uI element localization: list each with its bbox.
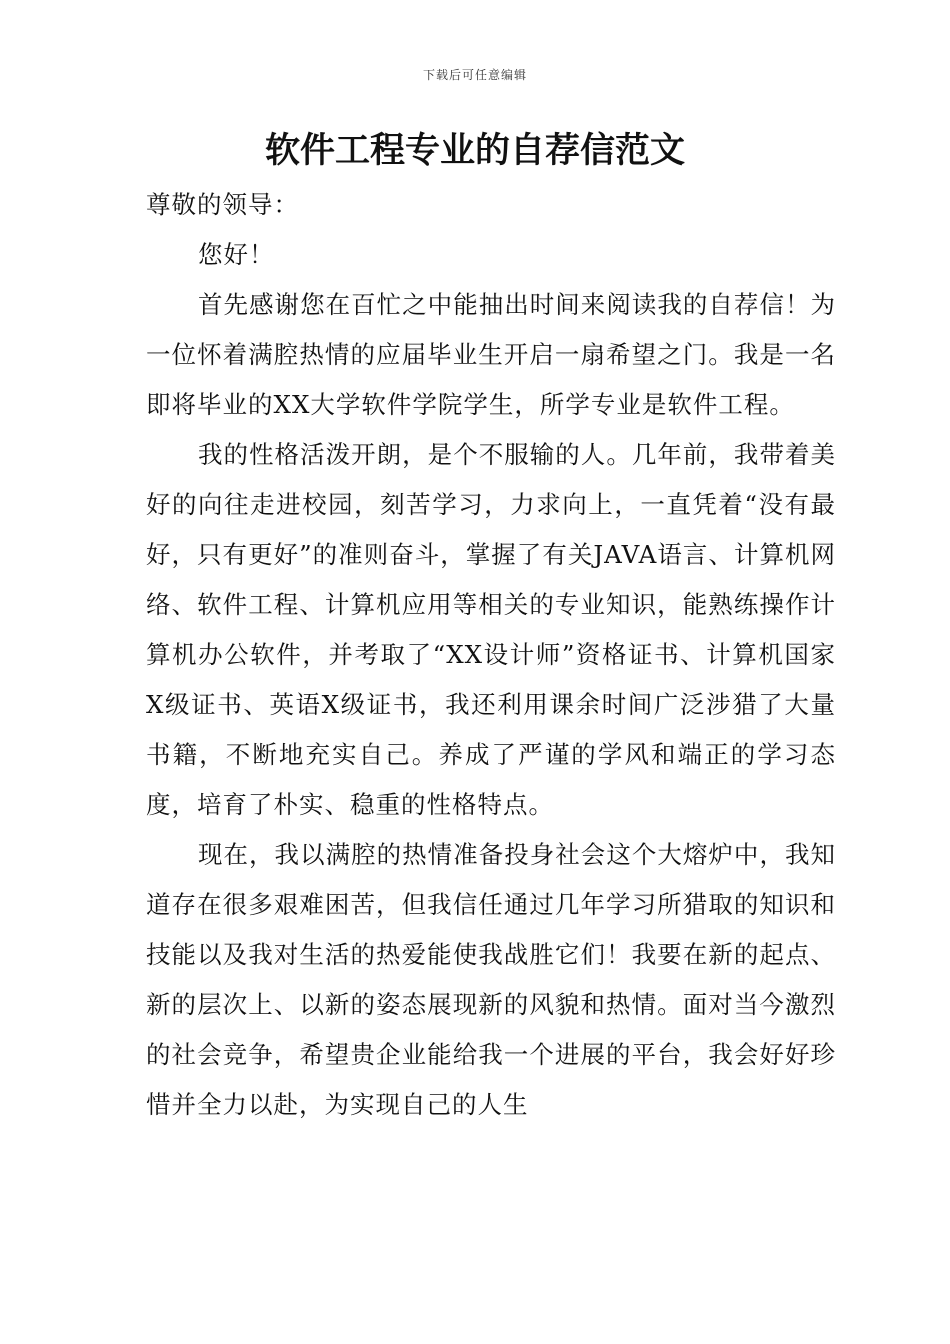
paragraph-aspiration: 现在，我以满腔的热情准备投身社会这个大熔炉中，我知道存在很多艰难困苦，但我信任通过几年学习所猎取的知识和技能以及我对生活的热爱能使我战胜它们！我要在新的起点、新的层次上、以新的姿态展现新的风貌和热情。面对当今激烈的社会竞争，希望贵企业能给我一个进展的平台，我会好好珍惜并全力以赴，为实现自己的人生 (146, 840, 836, 1119)
paragraph-intro: 首先感谢您在百忙之中能抽出时间来阅读我的自荐信！为一位怀着满腔热情的应届毕业生开启一扇希望之门。我是一名即将毕业的XX大学软件学院学生，所学专业是软件工程。 (146, 290, 836, 419)
document-title: 软件工程专业的自荐信范文 (264, 131, 685, 171)
salutation: 尊敬的领导： (146, 190, 299, 219)
letter-body (146, 180, 836, 1130)
greeting: 您好！ (198, 240, 275, 269)
header-note: 下载后可任意编辑 (422, 68, 527, 82)
paragraph-personality: 我的性格活泼开朗，是个不服输的人。几年前，我带着美好的向往走进校园，刻苦学习，力求向上，一直凭着“没有最好，只有更好”的准则奋斗，掌握了有关JAVA语言、计算机网络、软件工程、计算机应用等相关的专业知识，能熟练操作计算机办公软件，并考取了“XX设计师”资格证书、计算机国家X级证书、英语X级证书，我还利用课余时间广泛涉猎了大量书籍，不断地充实自己。养成了严谨的学风和端正的学习态度，培育了朴实、稳重的性格特点。 (146, 440, 836, 819)
